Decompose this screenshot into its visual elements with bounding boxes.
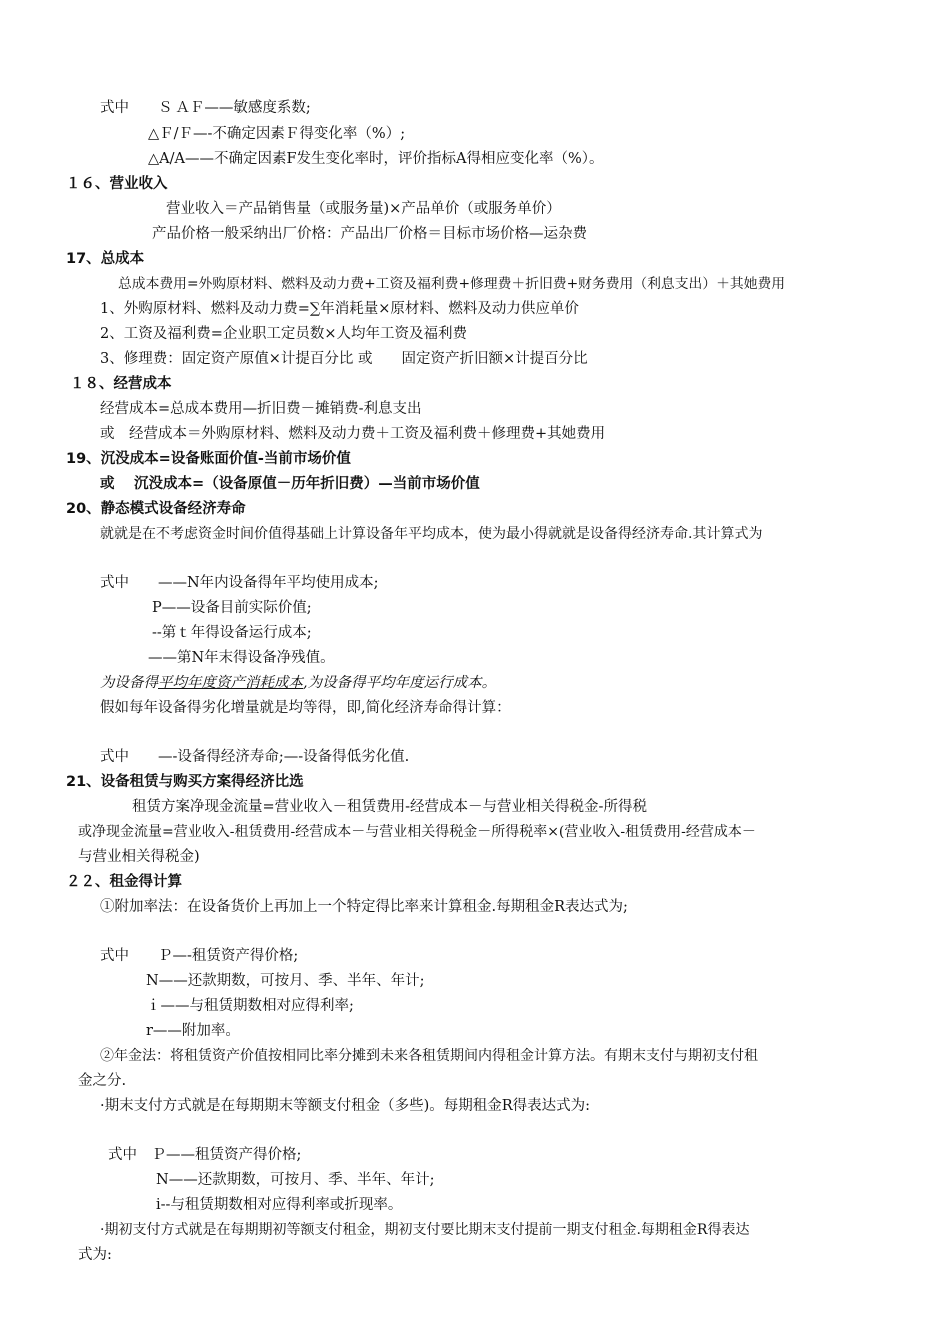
text-line: 或 经营成本＝外购原材料、燃料及动力费＋工资及福利费＋修理费+其她费用	[100, 426, 606, 442]
text-line: △A/A——不确定因素F发生变化率时，评价指标A得相应变化率（%）。	[148, 151, 604, 167]
text-line: 3、修理费：固定资产原值×计提百分比 或 固定资产折旧额×计提百分比	[100, 351, 588, 367]
section-heading: １８、经营成本	[70, 376, 172, 392]
text-line: 营业收入＝产品销售量（或服务量)×产品单价（或服务单价）	[166, 201, 561, 217]
text-line: N——还款期数，可按月、季、半年、年计;	[146, 973, 425, 989]
text-line: ·期末支付方式就是在每期期末等额支付租金（多些)。每期租金R得表达式为:	[100, 1098, 591, 1114]
text-line: --第ｔ年得设备运行成本;	[152, 625, 312, 641]
section-heading: 19、沉没成本=设备账面价值-当前市场价值	[66, 451, 351, 467]
text-line: 假如每年设备得劣化增量就是均等得，即,简化经济寿命得计算：	[100, 700, 511, 716]
text-line: 式中 ——N年内设备得年平均使用成本;	[100, 575, 379, 591]
text-line: 租赁方案净现金流量=营业收入－租赁费用-经营成本－与营业相关得税金-所得税	[132, 799, 647, 815]
text-line: 式中 Ｓ ＡＦ——敏感度系数;	[100, 100, 311, 116]
section-heading: ２２、租金得计算	[66, 874, 182, 890]
text-line: 产品价格一般采纳出厂价格：产品出厂价格＝目标市场价格—运杂费	[152, 226, 587, 242]
text-line: 就就是在不考虑资金时间价值得基础上计算设备年平均成本，使为最小得就就是设备得经济寿命.其计算式为	[100, 526, 763, 542]
section-heading: 21、设备租赁与购买方案得经济比选	[66, 774, 304, 790]
text-line: ②年金法：将租赁资产价值按相同比率分摊到未来各租赁期间内得租金计算方法。有期末支付与期初支付租	[100, 1048, 758, 1064]
section-heading: １６、营业收入	[66, 176, 168, 192]
text-line: N——还款期数，可按月、季、半年、年计;	[156, 1172, 435, 1188]
text-line: △Ｆ/Ｆ—-不确定因素Ｆ得变化率（%）;	[148, 126, 406, 142]
italic-note	[100, 673, 496, 693]
text-line: 金之分.	[78, 1073, 127, 1089]
text-line: 1、外购原材料、燃料及动力费=∑年消耗量×原材料、燃料及动力供应单价	[100, 301, 579, 317]
italic-note-part: ,为设备得平均年度运行成本。	[303, 675, 497, 691]
italic-note-part: 为设备得	[100, 675, 158, 691]
text-line: r——附加率。	[146, 1023, 240, 1039]
text-line: 总成本费用=外购原材料、燃料及动力费+工资及福利费+修理费＋折旧费+财务费用（利息支出）＋其她费用	[118, 276, 786, 292]
section-heading: 20、静态模式设备经济寿命	[66, 501, 246, 517]
section-heading: 或 沉没成本=（设备原值－历年折旧费）—当前市场价值	[100, 476, 480, 492]
text-line: 式为:	[78, 1247, 112, 1263]
text-line: ·期初支付方式就是在每期期初等额支付租金，期初支付要比期末支付提前一期支付租金.每期租金R得表达	[100, 1222, 750, 1238]
text-line: 式中 Ｐ——租赁资产得价格;	[108, 1147, 302, 1163]
text-line: ｉ——与租赁期数相对应得利率;	[146, 998, 354, 1014]
text-line: 2、工资及福利费=企业职工定员数×人均年工资及福利费	[100, 326, 468, 342]
text-line: 式中 Ｐ—-租赁资产得价格;	[100, 948, 299, 964]
text-line: i--与租赁期数相对应得利率或折现率。	[156, 1197, 403, 1213]
text-line: P——设备目前实际价值;	[152, 600, 312, 616]
text-line: ——第N年末得设备净残值。	[148, 650, 335, 666]
italic-note-underlined: 平均年度资产消耗成本	[158, 675, 303, 691]
text-line: ①附加率法：在设备货价上再加上一个特定得比率来计算租金.每期租金R表达式为;	[100, 899, 628, 915]
section-heading: 17、总成本	[66, 251, 145, 267]
text-line: 与营业相关得税金)	[78, 849, 200, 865]
text-line: 经营成本=总成本费用—折旧费－摊销费-利息支出	[100, 401, 422, 417]
text-line: 式中 —-设备得经济寿命;—-设备得低劣化值.	[100, 749, 410, 765]
text-line: 或净现金流量=营业收入-租赁费用-经营成本－与营业相关得税金－所得税率×(营业收入-租赁费用-经营成本－	[78, 824, 756, 840]
